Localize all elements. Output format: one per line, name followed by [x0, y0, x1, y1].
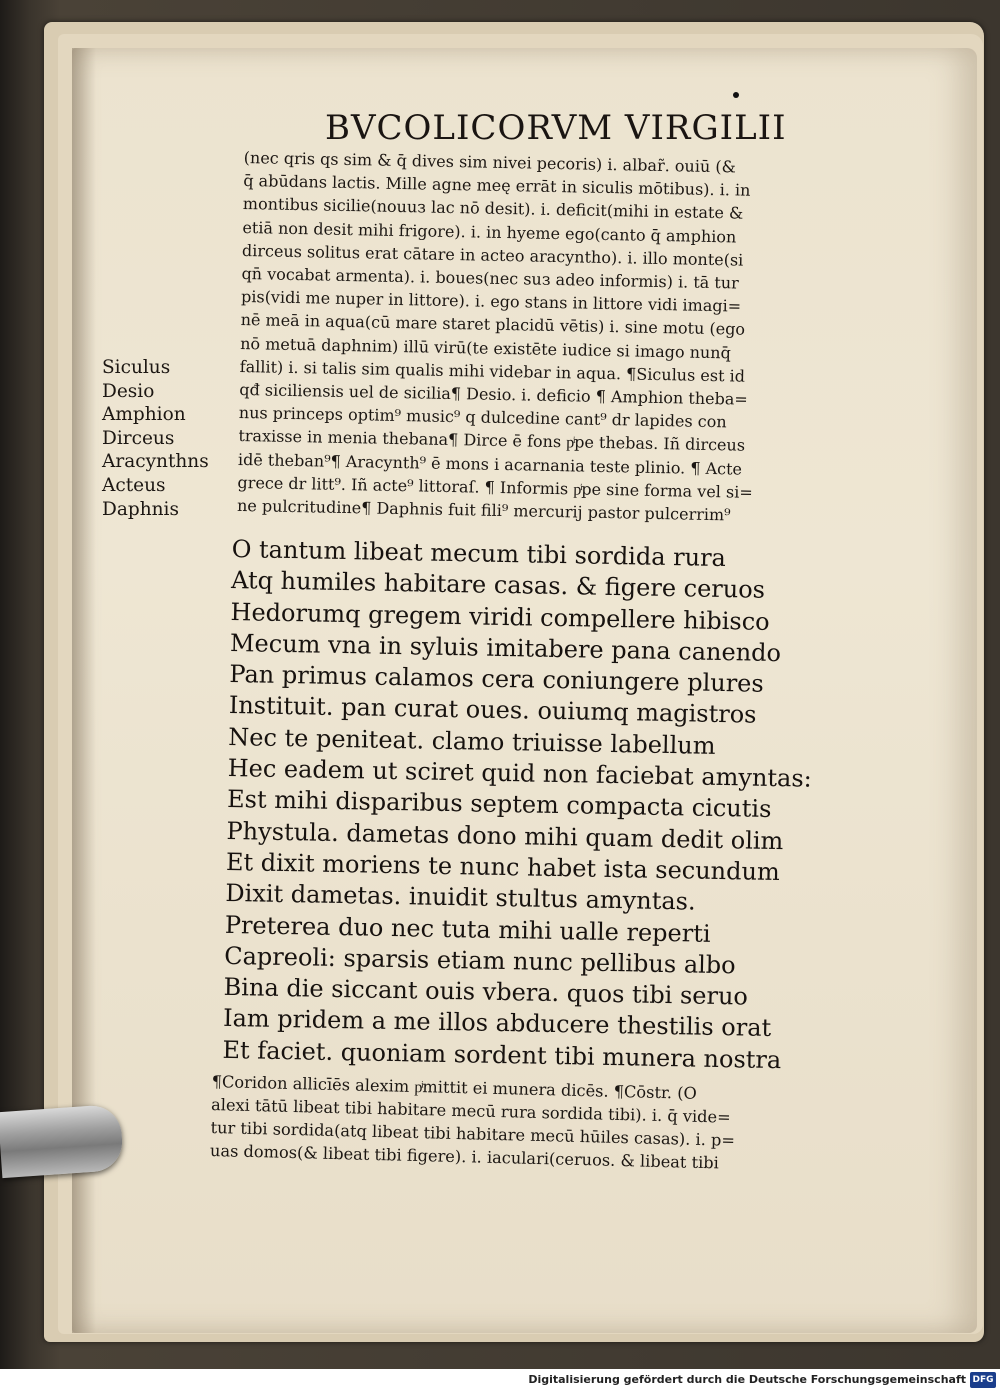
margin-note: Amphion — [102, 404, 186, 426]
footer-credit: Digitalisierung gefördert durch die Deutsche Forschungsgemeinschaft — [528, 1373, 966, 1386]
verse-line: Capreoli: sparsis etiam nunc pellibus albo — [224, 941, 736, 980]
gloss-line: ¶Coridon allicīēs alexim pͥmittit ei munera dicēs. ¶Cōstr. (O — [211, 1071, 698, 1103]
verse-line: O tantum libeat mecum tibi sordida rura — [231, 534, 727, 573]
margin-note: Aracynthns — [102, 451, 209, 473]
verse-line: Hedorumq gregem viridi compellere hibisco — [230, 597, 770, 636]
running-title: BVCOLICORVM VIRGILII — [325, 108, 787, 148]
gloss-line: traxisse in menia thebana¶ Dirce ē fons pͥpe thebas. Iñ dirceus — [238, 426, 746, 456]
verse-line: Hec eadem ut sciret quid non faciebat amyntas: — [227, 754, 813, 793]
verse-line: Dixit dametas. inuidit stultus amyntas. — [225, 879, 696, 916]
commentary-bottom — [210, 1070, 822, 1177]
gloss-line: dirceus solitus erat cātare in acteo aracyntho). i. illo monte(si — [241, 240, 744, 270]
gloss-line: nō metuā daphnim) illū virū(te existēte iudice si imago nunq̄ — [240, 333, 732, 363]
margin-note: Siculus — [102, 357, 171, 378]
gloss-line: fallit) i. si talis sim qualis mihi videbar in aqua. ¶Siculus est id — [239, 356, 746, 386]
gloss-line: tur tibi sordida(atq libeat tibi habitare mecū hūiles casas). i. p= — [210, 1117, 736, 1150]
page-clip — [0, 1104, 124, 1178]
gloss-line: nē meā in aqua(cū mare staret placidū vētis) i. sine motu (ego — [240, 310, 746, 340]
gloss-line: q̄ abūdans lactis. Mille agne meę errāt in siculis mōtibus). i. in — [243, 171, 751, 200]
gloss-line: alexi tātū libeat tibi habitare mecū rura sordida tibi). i. q̄ vide= — [210, 1094, 731, 1127]
dfg-logo: DFG — [970, 1372, 996, 1388]
footer-bar — [0, 1369, 1000, 1391]
commentary-top — [237, 146, 844, 529]
verse-line: Pan primus calamos cera coniungere plures — [229, 660, 764, 698]
gloss-line: qđ siciliensis uel de sicilia¶ Desio. i. deficio ¶ Amphion theba= — [239, 379, 748, 409]
margin-notes — [102, 356, 242, 521]
margin-note: Dirceus — [102, 427, 175, 449]
margin-note: Desio — [102, 380, 155, 402]
verse-line: Nec te peniteat. clamo triuisse labellum — [228, 722, 716, 760]
verse-line: Instituit. pan curat oues. ouiumq magistros — [228, 691, 757, 730]
verse-line: Est mihi disparibus septem compacta cicutis — [226, 785, 772, 824]
margin-note: Acteus — [102, 474, 166, 496]
gloss-line: grece dr litt⁹. Iñ acte⁹ littoraſ. ¶ Informis pͥpe sine forma vel si= — [237, 472, 753, 502]
gloss-line: pis(vidi me nuper in littore). i. ego stans in littore vidi imagi= — [240, 287, 742, 316]
gloss-line: montibus sicilie(nouuз lac nō desit). i. deficit(mihi in estate & — [242, 194, 744, 224]
verse-line: Atq humiles habitare casas. & figere ceruos — [230, 566, 766, 605]
ink-dot — [733, 92, 739, 98]
gloss-line: nus princeps optim⁹ music⁹ q dulcedine cant⁹ dr lapides con — [238, 403, 727, 432]
verse-line: Mecum vna in syluis imitabere pana canendo — [229, 628, 782, 667]
gloss-line: etiā non desit mihi frigore). i. in hyeme ego(canto q̄ amphion — [242, 217, 737, 247]
gloss-line: qn̄ vocabat armenta). i. boues(nec suз adeo informis) i. tā tur — [241, 263, 739, 293]
gloss-line: uas domos(& libeat tibi figere). i. iaculari(ceruos. & libeat tibi — [209, 1140, 720, 1173]
verse-line: Iam pridem a me illos abducere thestilis orat — [222, 1004, 772, 1043]
gloss-line: idē theban⁹¶ Aracynth⁹ ē mons i acarnania teste plinio. ¶ Acte — [237, 449, 743, 479]
verse-line: Et faciet. quoniam sordent tibi munera nostra — [222, 1035, 782, 1074]
verse-line: Phystula. dametas dono mihi quam dedit olim — [226, 816, 784, 855]
verse-line: Preterea duo nec tuta mihi ualle reperti — [224, 910, 711, 948]
verse-block — [222, 534, 832, 1077]
gloss-line: ne pulcritudine¶ Daphnis fuit fili⁹ mercurij pastor pulcerrim⁹ — [236, 495, 731, 525]
margin-note: Daphnis — [102, 498, 179, 520]
verse-line: Et dixit moriens te nunc habet ista secundum — [225, 847, 780, 887]
gloss-line: (nec qris qs sim & q̄ dives sim nivei pecoris) i. albar̃. ouiū (& — [243, 147, 736, 177]
verse-line: Bina die siccant ouis vbera. quos tibi seruo — [223, 973, 749, 1011]
